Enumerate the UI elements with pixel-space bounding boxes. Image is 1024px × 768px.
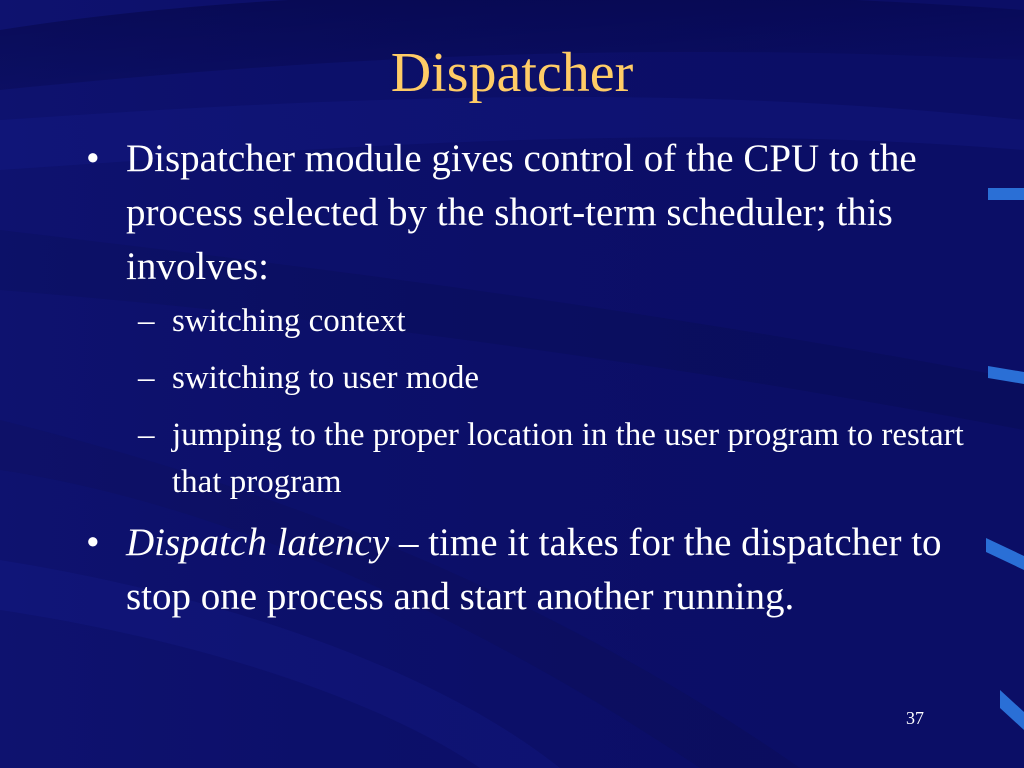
bullet-item-dispatcher-module <box>80 132 980 294</box>
dash-icon: – <box>138 360 155 396</box>
sub-bullet-text: jumping to the proper location in the user program to restart that program <box>172 417 964 500</box>
sub-bullet-user-mode <box>80 355 980 402</box>
page-number: 37 <box>906 708 924 728</box>
sub-bullet-text: switching context <box>172 303 406 339</box>
sub-bullet-text: switching to user mode <box>172 360 480 396</box>
bullet-dot-icon: • <box>86 521 100 564</box>
term-emphasis: Dispatch latency <box>126 521 390 564</box>
edge-accent-1 <box>988 188 1024 200</box>
bullet-item-dispatch-latency <box>80 516 980 624</box>
dash-icon: – <box>138 303 155 339</box>
dash-icon: – <box>138 417 155 453</box>
bullet-dot-icon: • <box>86 137 100 180</box>
bullet-text: Dispatcher module gives control of the CPU to the process selected by the short-term scheduler; this involves: <box>126 137 917 288</box>
bullet-list <box>80 132 980 624</box>
bullet-text: – time it takes for the dispatcher to stop one process and start another running. <box>126 521 942 618</box>
slide-title: Dispatcher <box>390 42 634 104</box>
sub-bullet-jumping <box>80 412 980 506</box>
sub-bullet-switching-context <box>80 298 980 345</box>
sub-bullet-list <box>80 298 980 506</box>
